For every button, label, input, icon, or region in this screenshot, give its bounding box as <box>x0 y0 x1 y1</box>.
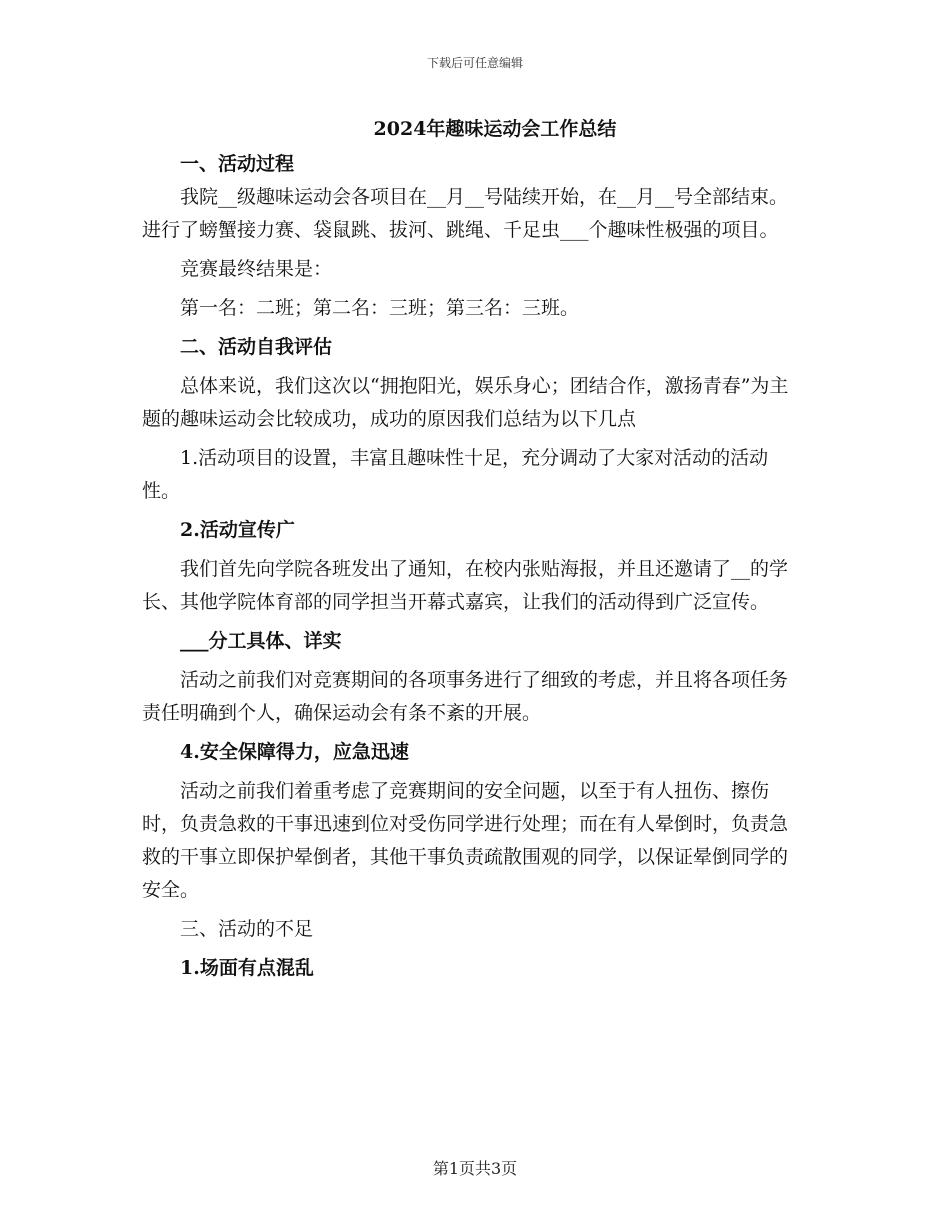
paragraph-safety: 活动之前我们着重考虑了竞赛期间的安全问题，以至于有人扭伤、擦伤时，负责急救的干事迅速到位对受伤同学进行处理；而在有人晕倒时，负责急救的干事立即保护晕倒者，其他干事负责疏散围观的同学，以保证晕倒同学的安全。 <box>142 780 789 901</box>
paragraph-evaluation: 总体来说，我们这次以“拥抱阳光，娱乐身心；团结合作，激扬青春”为主题的趣味运动会比较成功，成功的原因我们总结为以下几点 <box>142 375 789 430</box>
subheading-publicity: 2.活动宣传广 <box>180 519 295 541</box>
page-footer: 第1页共3页 <box>432 1159 518 1178</box>
subheading-safety: 4.安全保障得力，应急迅速 <box>180 741 409 763</box>
paragraph-rankings: 第一名：二班；第二名：三班；第三名：三班。 <box>180 297 580 319</box>
document-title: 2024年趣味运动会工作总结 <box>373 118 617 140</box>
subheading-division: ___分工具体、详实 <box>180 630 342 652</box>
subheading-chaos: 1.场面有点混乱 <box>180 957 314 979</box>
document-body <box>142 148 804 985</box>
section-heading-process: 一、活动过程 <box>180 153 295 175</box>
section-heading-evaluation: 二、活动自我评估 <box>180 336 333 358</box>
paragraph-publicity: 我们首先向学院各班发出了通知，在校内张贴海报，并且还邀请了__的学长、其他学院体育部的同学担当开幕式嘉宾，让我们的活动得到广泛宣传。 <box>142 558 789 613</box>
page-header: 下载后可任意编辑 <box>426 56 523 70</box>
paragraph-process: 我院__级趣味运动会各项目在__月__号陆续开始，在__月__号全部结束。进行了螃蟹接力赛、袋鼠跳、拔河、跳绳、千足虫___个趣味性极强的项目。 <box>142 186 789 241</box>
paragraph-result-intro: 竞赛最终结果是： <box>180 258 333 280</box>
section-heading-shortcomings: 三、活动的不足 <box>180 918 314 940</box>
paragraph-division: 活动之前我们对竞赛期间的各项事务进行了细致的考虑，并且将各项任务责任明确到个人，确保运动会有条不紊的开展。 <box>142 669 789 724</box>
paragraph-item-1: 1.活动项目的设置，丰富且趣味性十足，充分调动了大家对活动的活动性。 <box>142 447 769 502</box>
